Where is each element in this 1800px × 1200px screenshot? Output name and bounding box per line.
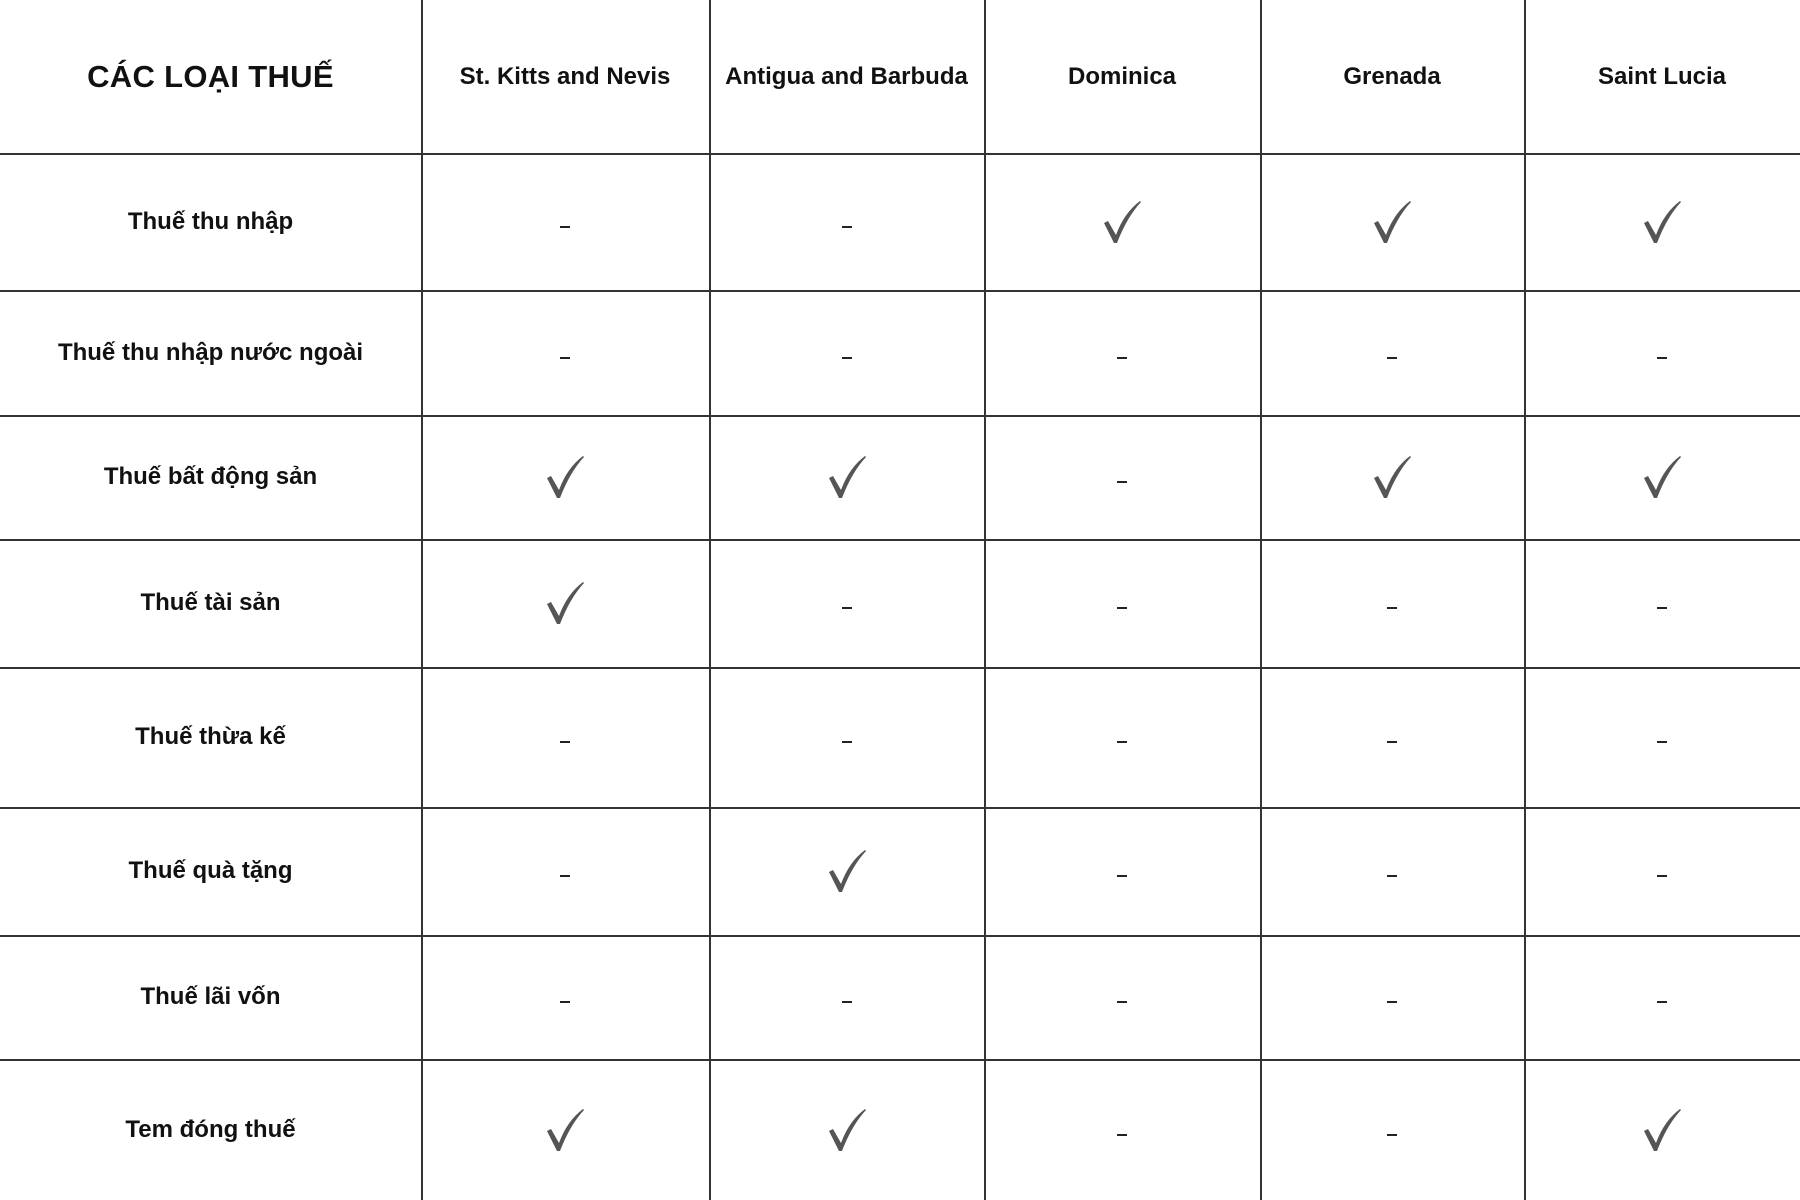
- row-divider: [0, 667, 1800, 669]
- dash-icon: [709, 935, 984, 1059]
- dash-icon: [1260, 290, 1524, 415]
- check-mark-icon: [421, 415, 709, 539]
- dash-icon: [1524, 290, 1800, 415]
- check-mark-icon: [984, 153, 1260, 290]
- row-divider: [0, 539, 1800, 541]
- check-mark-icon: [421, 539, 709, 667]
- column-divider: [1260, 0, 1262, 1200]
- dash-icon: [1524, 667, 1800, 807]
- dash-icon: [1260, 1059, 1524, 1200]
- dash-icon: [421, 667, 709, 807]
- dash-icon: [984, 807, 1260, 935]
- row-divider: [0, 807, 1800, 809]
- check-mark-icon: [1524, 153, 1800, 290]
- column-divider: [709, 0, 711, 1200]
- dash-icon: [1524, 539, 1800, 667]
- dash-icon: [709, 667, 984, 807]
- column-divider: [1524, 0, 1526, 1200]
- column-header-grenada: Grenada: [1343, 62, 1441, 90]
- column-divider: [984, 0, 986, 1200]
- dash-icon: [421, 153, 709, 290]
- row-divider: [0, 935, 1800, 937]
- row-label-thue-thu-nhap: Thuế thu nhập: [127, 207, 294, 235]
- dash-icon: [421, 935, 709, 1059]
- dash-icon: [421, 807, 709, 935]
- dash-icon: [984, 539, 1260, 667]
- row-label-thue-thu-nhap-nuoc-ngoai: Thuế thu nhập nước ngoài: [57, 338, 364, 366]
- check-mark-icon: [1260, 153, 1524, 290]
- row-label-tem-dong-thue: Tem đóng thuế: [125, 1115, 296, 1143]
- column-header-st-kitts-and-nevis: St. Kitts and Nevis: [459, 62, 671, 90]
- check-mark-icon: [709, 1059, 984, 1200]
- column-divider: [421, 0, 423, 1200]
- row-divider: [0, 415, 1800, 417]
- check-mark-icon: [709, 415, 984, 539]
- dash-icon: [1260, 539, 1524, 667]
- dash-icon: [709, 539, 984, 667]
- row-label-thue-qua-tang: Thuế quà tặng: [128, 857, 293, 884]
- dash-icon: [1260, 807, 1524, 935]
- check-mark-icon: [1524, 1059, 1800, 1200]
- row-label-thue-tai-san: Thuế tài sản: [140, 589, 281, 616]
- check-mark-icon: [421, 1059, 709, 1200]
- dash-icon: [1260, 667, 1524, 807]
- dash-icon: [1524, 935, 1800, 1059]
- row-divider: [0, 290, 1800, 292]
- row-divider: [0, 153, 1800, 155]
- dash-icon: [421, 290, 709, 415]
- dash-icon: [1260, 935, 1524, 1059]
- check-mark-icon: [1260, 415, 1524, 539]
- table-title: CÁC LOẠI THUẾ: [87, 58, 334, 94]
- dash-icon: [984, 415, 1260, 539]
- dash-icon: [709, 290, 984, 415]
- check-mark-icon: [1524, 415, 1800, 539]
- check-mark-icon: [709, 807, 984, 935]
- column-header-saint-lucia: Saint Lucia: [1597, 62, 1727, 90]
- row-label-thue-bat-dong-san: Thuế bất động sản: [103, 463, 318, 490]
- dash-icon: [984, 1059, 1260, 1200]
- dash-icon: [1524, 807, 1800, 935]
- column-header-dominica: Dominica: [1067, 62, 1177, 90]
- dash-icon: [984, 667, 1260, 807]
- row-divider: [0, 1059, 1800, 1061]
- row-label-thue-thua-ke: Thuế thừa kế: [135, 723, 286, 750]
- row-label-thue-lai-von: Thuế lãi vốn: [140, 983, 281, 1010]
- dash-icon: [709, 153, 984, 290]
- column-header-antigua-and-barbuda: Antigua and Barbuda: [725, 62, 968, 90]
- dash-icon: [984, 935, 1260, 1059]
- dash-icon: [984, 290, 1260, 415]
